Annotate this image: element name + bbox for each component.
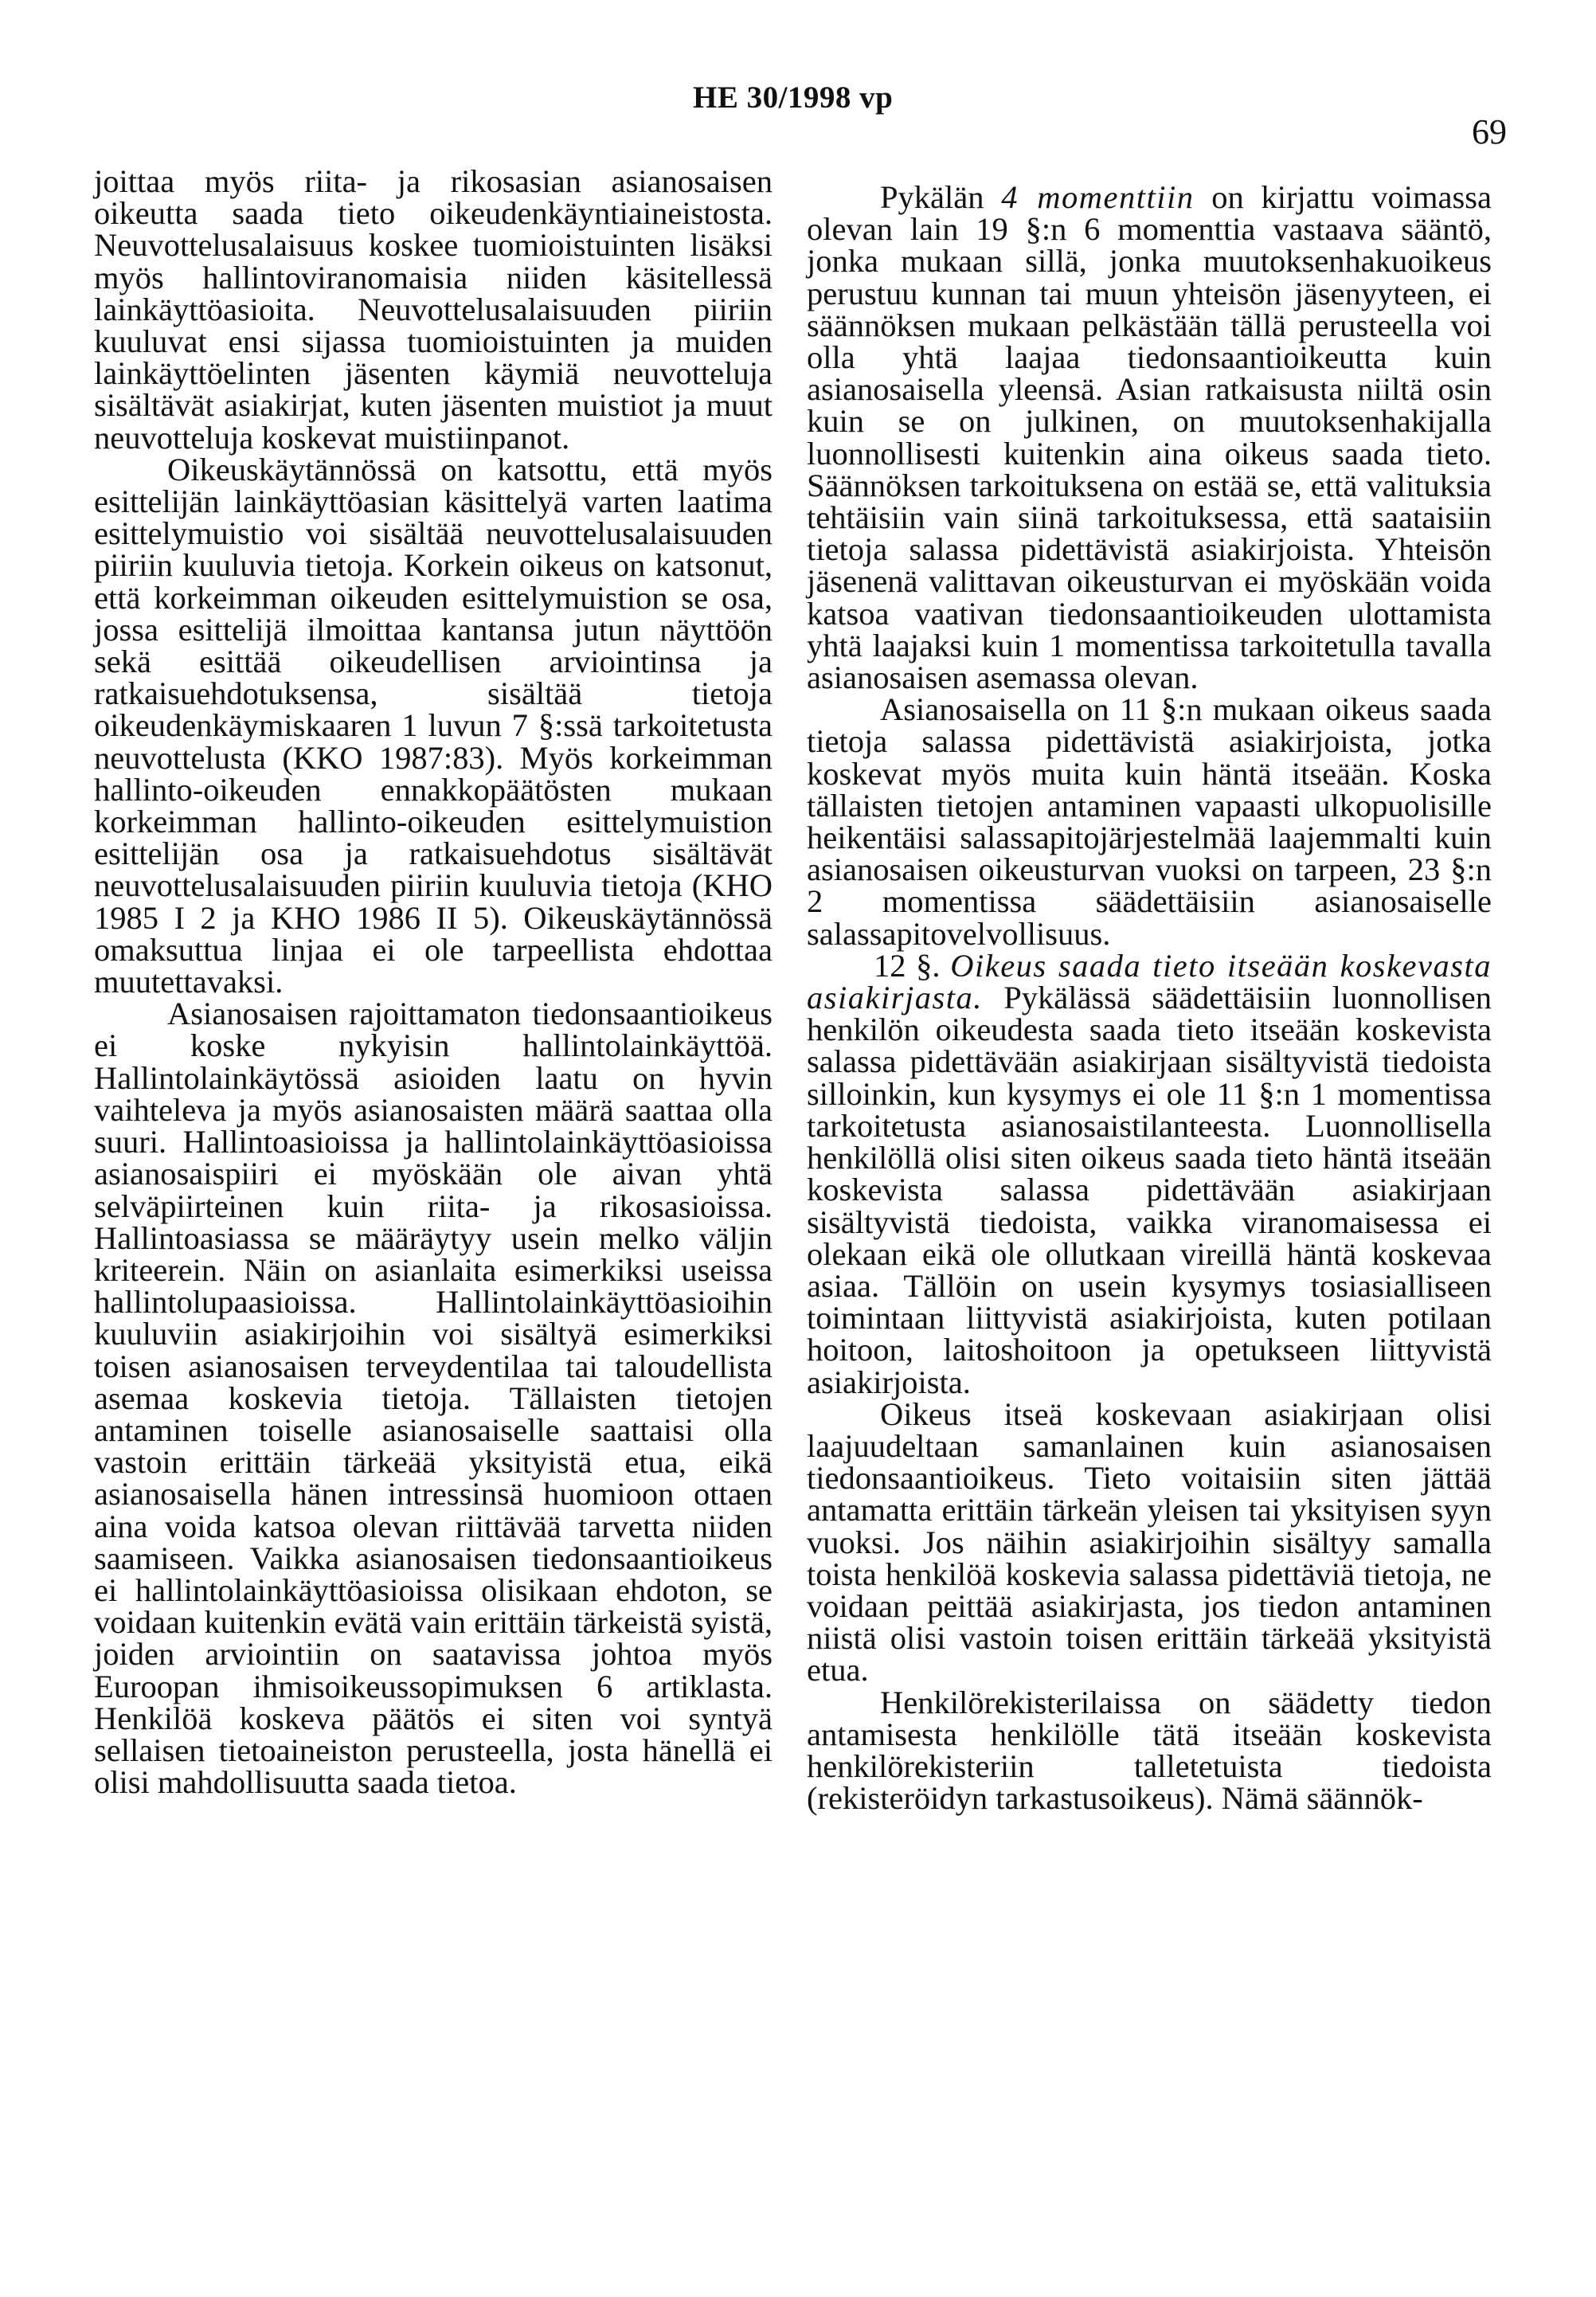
running-head: HE 30/1998 vp — [693, 80, 894, 115]
right-paragraph-1 — [807, 179, 1492, 696]
left-column — [94, 163, 773, 1801]
page-number: 69 — [1472, 112, 1507, 151]
right-paragraph-1-emphasis: 4 momenttiin — [1001, 179, 1195, 215]
right-paragraph-2: Asianosaisella on 11 §:n mukaan oikeus saada tietoja salassa pidettävistä asiakirjoista, jotka koskevat myös muita kuin häntä itseään. Koska tällaisten tietojen antaminen vapaasti ulkopuolisille heikentäisi salassapitojärjestelmää laajemmalti kuin asianosaisen oikeusturvan vuoksi on tarpeen, 23 §:n 2 momentissa säädettäisiin asianosaiselle salassapitovelvollisuus. — [807, 691, 1492, 952]
left-paragraph-2: Oikeuskäytännössä on katsottu, että myös esittelijän lainkäyttöasian käsittelyä varten laatima esittelymuistio voi sisältää neuvottelusalaisuuden piiriin kuuluvia tietoja. Korkein oikeus on katsonut, että korkeimman oikeuden esittelymuistion se osa, jossa esittelijä ilmoittaa kantansa jutun näyttöön sekä esittää oikeudellisen arviointinsa ja ratkaisuehdotuksensa, sisältää tietoja oikeudenkäymiskaaren 1 luvun 7 §:ssä tarkoitetusta neuvottelusta (KKO 1987:83). Myös korkeimman hallinto-oikeuden ennakkopäätösten mukaan korkeimman hallinto-oikeuden esittelymuistion esittelijän osa ja ratkaisuehdotus sisältävät neuvottelusalaisuuden piiriin kuuluvia tietoja (KHO 1985 I 2 ja KHO 1986 II 5). Oikeuskäytännössä omaksuttua linjaa ei ole tarpeellista ehdottaa muutettavaksi. — [94, 451, 773, 1000]
right-paragraph-1-text-a: Pykälän — [880, 179, 1002, 215]
section-number: 12 §. — [874, 947, 951, 984]
right-paragraph-1-text-b: on kirjattu voimassa olevan lain 19 §:n 6 momenttia vastaava sääntö, jonka mukaan sillä, jonka muutoksenhakuoikeus perustuu kunnan tai muun yhteisön jäsenyyteen, ei säännöksen mukaan pelkästään tällä perusteella voi olla yhtä laajaa tiedonsaantioikeutta kuin asianosaisella yleensä. Asian ratkaisusta niiltä osin kuin se on julkinen, on muutoksenhakijalla luonnollisesti kuitenkin aina oikeus saada tieto. Säännöksen tarkoituksena on estää se, että valituksia tehtäisiin vain siinä tarkoituksessa, että saataisiin tietoja salassa pidettävistä asiakirjoista. Yhteisön jäsenenä valittavan oikeusturvan ei myöskään voida katsoa vaativan tiedonsaantioikeuden ulottamista yhtä laajaksi kuin 1 momentissa tarkoitetulla tavalla asianosaisen asemassa olevan. — [807, 179, 1492, 696]
right-paragraph-4: Oikeus itseä koskevaan asiakirjaan olisi laajuudeltaan samanlainen kuin asianosaisen tiedonsaantioikeus. Tieto voitaisiin siten jättää antamatta erittäin tärkeän yleisen tai yksityisen syyn vuoksi. Jos näihin asiakirjoihin sisältyy samalla toista henkilöä koskevia salassa pidettäviä tietoja, ne voidaan peittää asiakirjasta, jos tiedon antaminen niistä olisi vastoin toisen erittäin tärkeää yksityistä etua. — [807, 1395, 1492, 1689]
right-column — [807, 179, 1492, 1817]
right-paragraph-5: Henkilörekisterilaissa on säädetty tiedon antamisesta henkilölle tätä itseään koskevista henkilörekisteriin talletetuista tiedoista (rekisteröidyn tarkastusoikeus). Nämä säännök- — [807, 1684, 1492, 1817]
section-heading: Oikeus saada tieto itseään koskevasta asiakirjasta. — [807, 947, 1492, 1016]
right-paragraph-3 — [807, 947, 1492, 1400]
right-paragraph-3-text: Pykälässä säädettäisiin luonnollisen henkilön oikeudesta saada tieto itseään koskevista salassa pidettävään asiakirjaan sisältyvistä tiedoista silloinkin, kun kysymys ei ole 11 §:n 1 momentissa tarkoitetusta asianosaistilanteesta. Luonnollisella henkilöllä olisi siten oikeus saada tieto häntä itseään koskevista salassa pidettävään asiakirjaan sisältyvistä tiedoista, vaikka viranomaisessa ei olekaan eikä ole ollutkaan vireillä häntä koskevaa asiaa. Tällöin on usein kysymys tosiasialliseen toimintaan liittyvistä asiakirjoista, kuten potilaan hoitoon, laitoshoitoon ja opetukseen liittyvistä asiakirjoista. — [807, 980, 1492, 1400]
left-paragraph-3: Asianosaisen rajoittamaton tiedonsaantioikeus ei koske nykyisin hallintolainkäyttöä. Hallintolainkäytössä asioiden laatu on hyvin vaihteleva ja myös asianosaisten määrä saattaa olla suuri. Hallintoasioissa ja hallintolainkäyttöasioissa asianosaispiiri ei myöskään ole aivan yhtä selväpiirteinen kuin riita- ja rikosasioissa. Hallintoasiassa se määräytyy usein melko väljin kriteerein. Näin on asianlaita esimerkiksi useissa hallintolupaasioissa. Hallintolainkäyttöasioihin kuuluviin asiakirjoihin voi sisältyä esimerkiksi toisen asianosaisen terveydentilaa tai taloudellista asemaa koskevia tietoja. Tällaisten tietojen antaminen toiselle asianosaiselle saattaisi olla vastoin erittäin tärkeää yksityistä etua, eikä asianosaisella hänen intressinsä huomioon ottaen aina voida katsoa olevan riittävää tarvetta niiden saamiseen. Vaikka asianosaisen tiedonsaantioikeus ei hallintolainkäyttöasioissa olisikaan ehdoton, se voidaan kuitenkin evätä vain erittäin tärkeistä syistä, joiden arviointiin on saatavissa johtoa myös Euroopan ihmisoikeussopimuksen 6 artiklasta. Henkilöä koskeva päätös ei siten voi syntyä sellaisen tietoaineiston perusteella, josta hänellä ei olisi mahdollisuutta saada tietoa. — [94, 996, 773, 1801]
left-paragraph-1: joittaa myös riita- ja rikosasian asianosaisen oikeutta saada tieto oikeudenkäyntiaineistosta. Neuvottelusalaisuus koskee tuomioistuinten lisäksi myös hallintoviranomaisia niiden käsitellessä lainkäyttöasioita. Neuvottelusalaisuuden piiriin kuuluvat ensi sijassa tuomioistuinten ja muiden lainkäyttöelinten jäsenten käymiä neuvotteluja sisältävät asiakirjat, kuten jäsenten muistiot ja muut neuvotteluja koskevat muistiinpanot. — [94, 163, 773, 456]
